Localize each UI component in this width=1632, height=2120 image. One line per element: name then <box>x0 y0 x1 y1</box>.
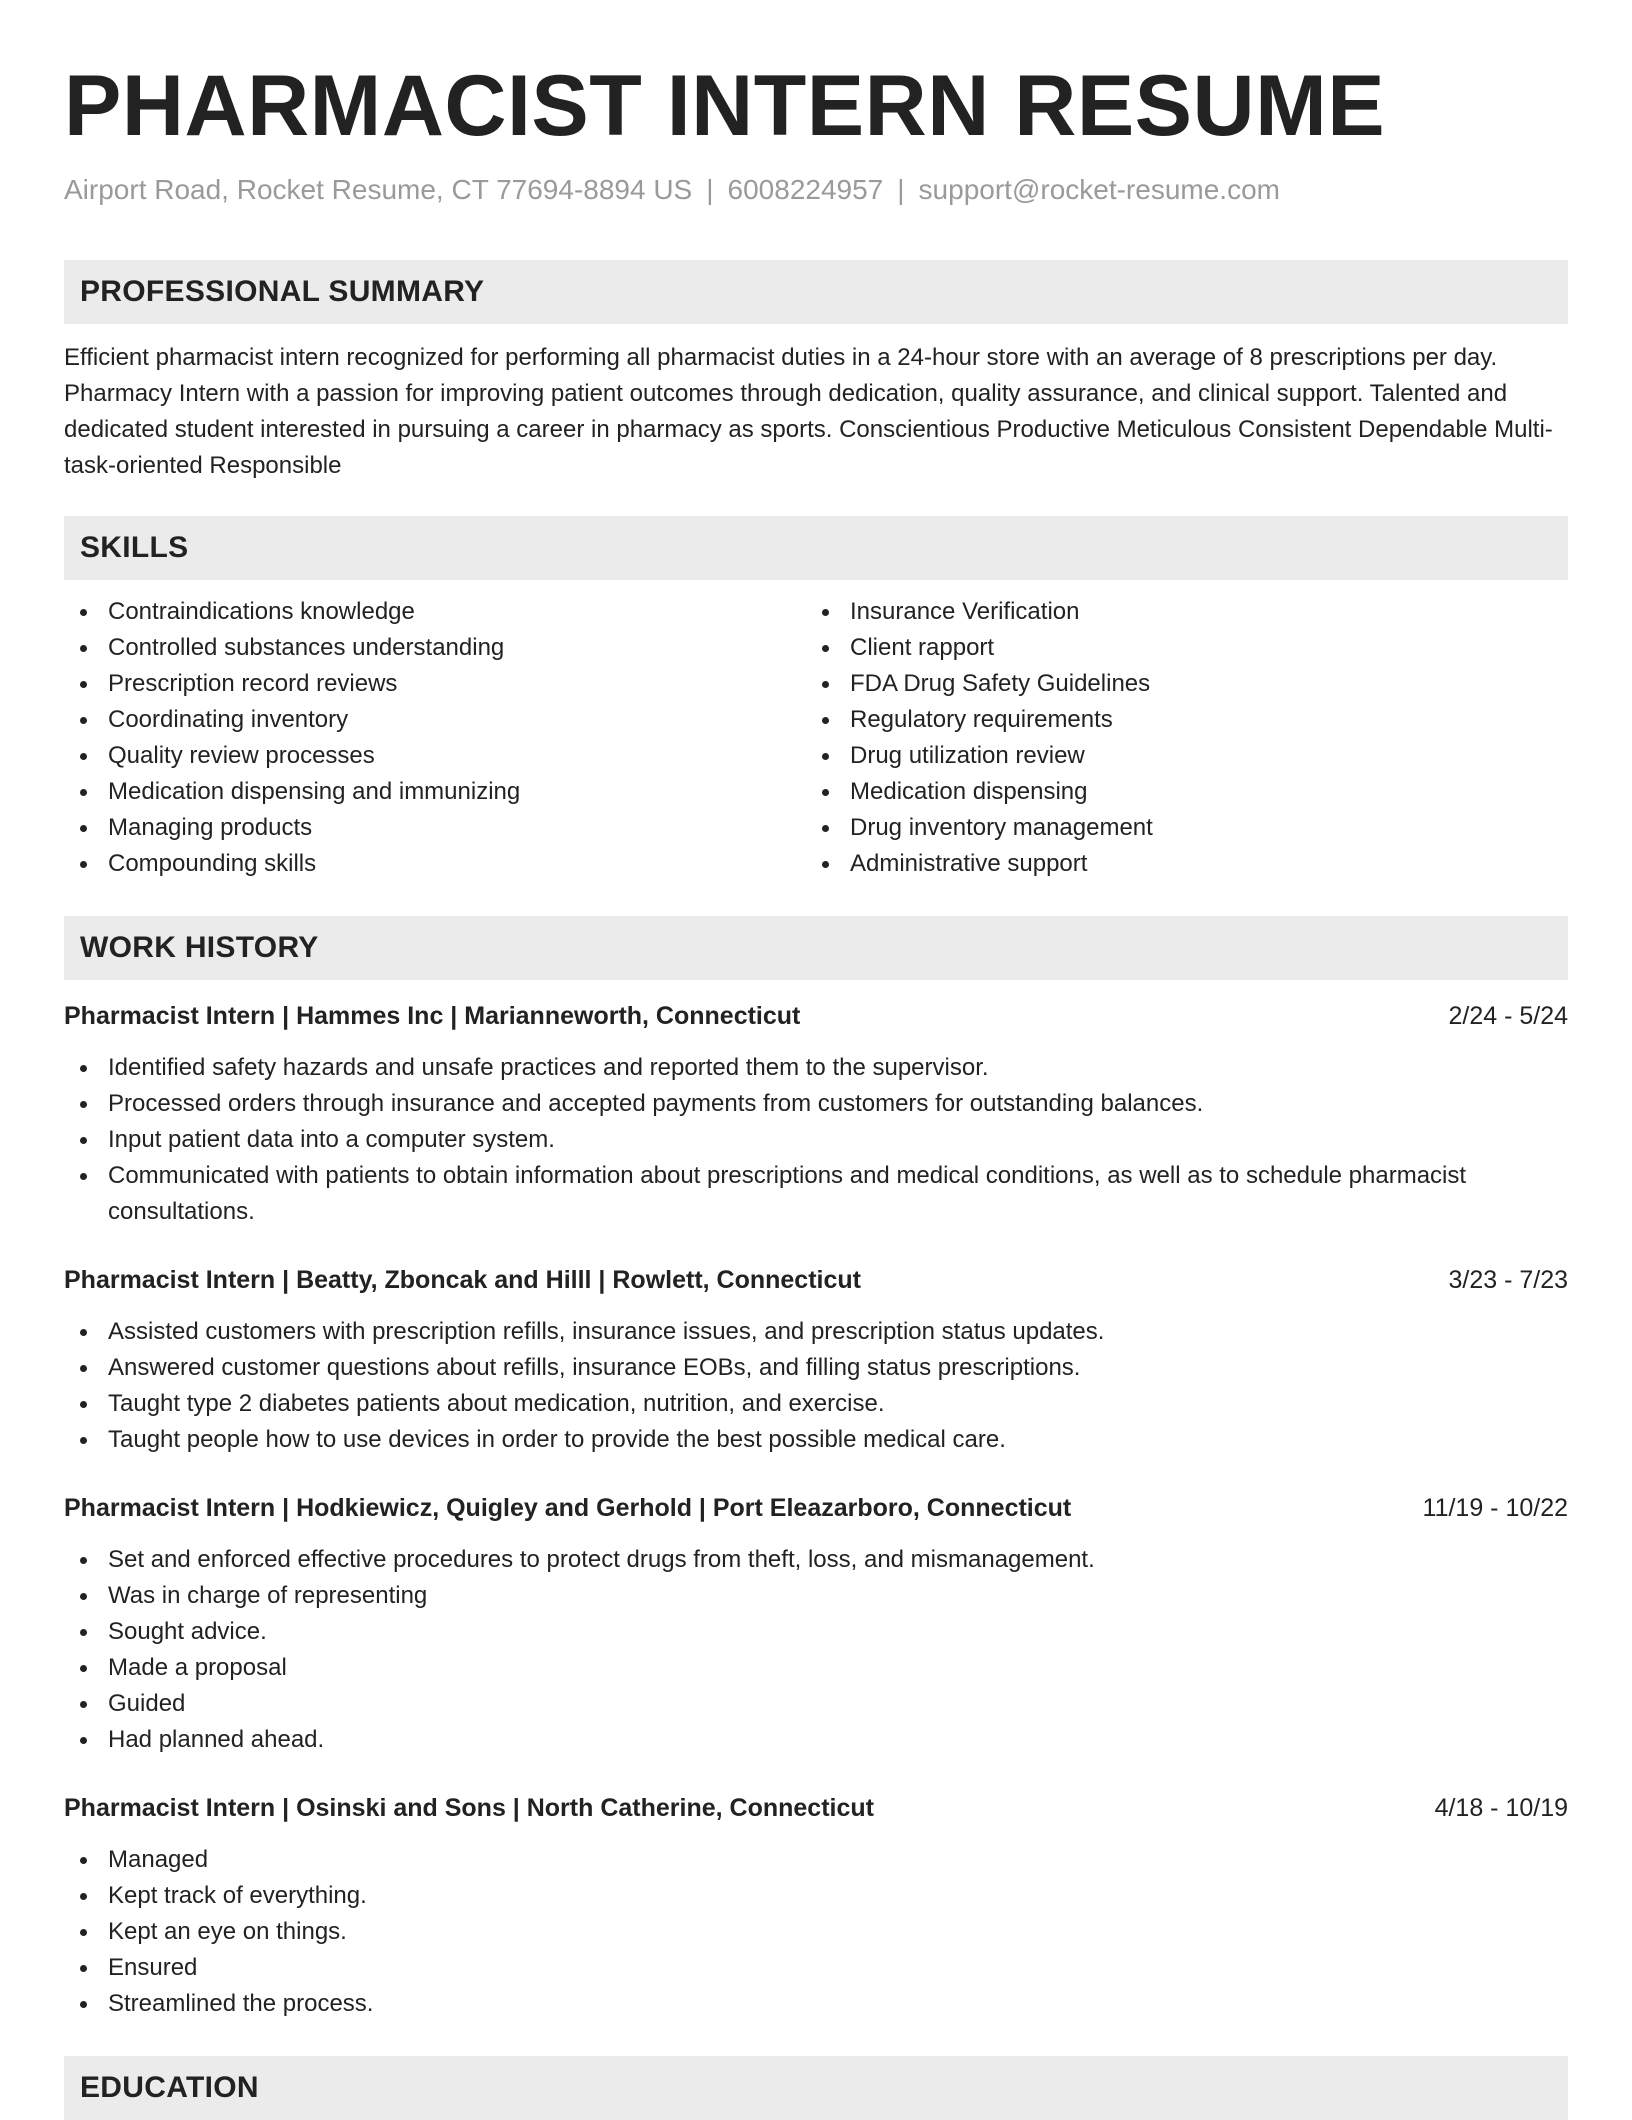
skill-item: Controlled substances understanding <box>64 630 806 666</box>
duty-item: Processed orders through insurance and accepted payments from customers for outstanding balances. <box>64 1086 1568 1122</box>
duty-item: Communicated with patients to obtain information about prescriptions and medical conditions, as well as to schedule pharmacist consultations. <box>64 1158 1568 1230</box>
skill-item: Managing products <box>64 810 806 846</box>
job-title: Pharmacist Intern | Hodkiewicz, Quigley and Gerhold | Port Eleazarboro, Connecticut <box>64 1494 1072 1522</box>
job-dates: 4/18 - 10/19 <box>1434 1794 1568 1822</box>
duty-item: Assisted customers with prescription refills, insurance issues, and prescription status updates. <box>64 1314 1568 1350</box>
duty-item: Sought advice. <box>64 1614 1568 1650</box>
duty-item: Set and enforced effective procedures to protect drugs from theft, loss, and mismanagement. <box>64 1542 1568 1578</box>
skills-list <box>64 594 1568 882</box>
job-entry <box>64 998 1568 1230</box>
job-header <box>64 1490 1568 1526</box>
job-entry <box>64 1490 1568 1758</box>
contact-phone: 6008224957 <box>727 174 884 205</box>
skill-item: Contraindications knowledge <box>64 594 806 630</box>
skill-item: Insurance Verification <box>806 594 1548 630</box>
job-title: Pharmacist Intern | Beatty, Zboncak and Hilll | Rowlett, Connecticut <box>64 1266 861 1294</box>
section-heading-skills: SKILLS <box>64 516 1568 580</box>
duty-item: Kept track of everything. <box>64 1878 1568 1914</box>
skill-item: Administrative support <box>806 846 1548 882</box>
skill-item: Medication dispensing and immunizing <box>64 774 806 810</box>
skill-item: Drug utilization review <box>806 738 1548 774</box>
job-title: Pharmacist Intern | Osinski and Sons | North Catherine, Connecticut <box>64 1794 874 1822</box>
job-dates: 11/19 - 10/22 <box>1422 1494 1568 1522</box>
contact-line <box>64 172 1568 208</box>
skill-item: Compounding skills <box>64 846 806 882</box>
skill-item: Medication dispensing <box>806 774 1548 810</box>
skill-item: Client rapport <box>806 630 1548 666</box>
section-heading-work-history: WORK HISTORY <box>64 916 1568 980</box>
job-header <box>64 998 1568 1034</box>
duty-item: Ensured <box>64 1950 1568 1986</box>
job-duties <box>64 1314 1568 1458</box>
page-title: PHARMACIST INTERN RESUME <box>64 58 1386 154</box>
job-duties <box>64 1842 1568 2022</box>
job-dates: 3/23 - 7/23 <box>1448 1266 1568 1294</box>
job-entry <box>64 1790 1568 2022</box>
duty-item: Was in charge of representing <box>64 1578 1568 1614</box>
skill-item: Coordinating inventory <box>64 702 806 738</box>
section-heading-education: EDUCATION <box>64 2056 1568 2120</box>
job-header <box>64 1790 1568 1826</box>
job-header <box>64 1262 1568 1298</box>
section-heading-summary: PROFESSIONAL SUMMARY <box>64 260 1568 324</box>
job-duties <box>64 1050 1568 1230</box>
duty-item: Managed <box>64 1842 1568 1878</box>
duty-item: Identified safety hazards and unsafe practices and reported them to the supervisor. <box>64 1050 1568 1086</box>
skill-item: Prescription record reviews <box>64 666 806 702</box>
contact-separator: | <box>706 174 714 205</box>
skills-column-left <box>64 594 806 882</box>
duty-item: Streamlined the process. <box>64 1986 1568 2022</box>
skill-item: Regulatory requirements <box>806 702 1548 738</box>
job-entry <box>64 1262 1568 1458</box>
job-dates: 2/24 - 5/24 <box>1448 1002 1568 1030</box>
job-duties <box>64 1542 1568 1758</box>
duty-item: Kept an eye on things. <box>64 1914 1568 1950</box>
contact-address: Airport Road, Rocket Resume, CT 77694-8894 US <box>64 174 693 205</box>
duty-item: Taught people how to use devices in order to provide the best possible medical care. <box>64 1422 1568 1458</box>
duty-item: Guided <box>64 1686 1568 1722</box>
duty-item: Made a proposal <box>64 1650 1568 1686</box>
contact-email: support@rocket-resume.com <box>918 174 1280 205</box>
summary-text: Efficient pharmacist intern recognized for performing all pharmacist duties in a 24-hour store with an average of 8 prescriptions per day. Pharmacy Intern with a passion for improving patient outcomes through dedication, quality assurance, and clinical support. Talented and dedicated student interested in pursuing a career in pharmacy as sports. Conscientious Productive Meticulous Consistent Dependable Multi-task-oriented Responsible <box>64 344 1553 479</box>
resume-page <box>64 0 1568 2120</box>
job-title: Pharmacist Intern | Hammes Inc | Marianneworth, Connecticut <box>64 1002 801 1030</box>
duty-item: Had planned ahead. <box>64 1722 1568 1758</box>
duty-item: Answered customer questions about refills, insurance EOBs, and filling status prescriptions. <box>64 1350 1568 1386</box>
skill-item: Drug inventory management <box>806 810 1548 846</box>
skill-item: Quality review processes <box>64 738 806 774</box>
skills-column-right <box>806 594 1548 882</box>
duty-item: Taught type 2 diabetes patients about medication, nutrition, and exercise. <box>64 1386 1568 1422</box>
duty-item: Input patient data into a computer system. <box>64 1122 1568 1158</box>
skill-item: FDA Drug Safety Guidelines <box>806 666 1548 702</box>
contact-separator: | <box>897 174 905 205</box>
